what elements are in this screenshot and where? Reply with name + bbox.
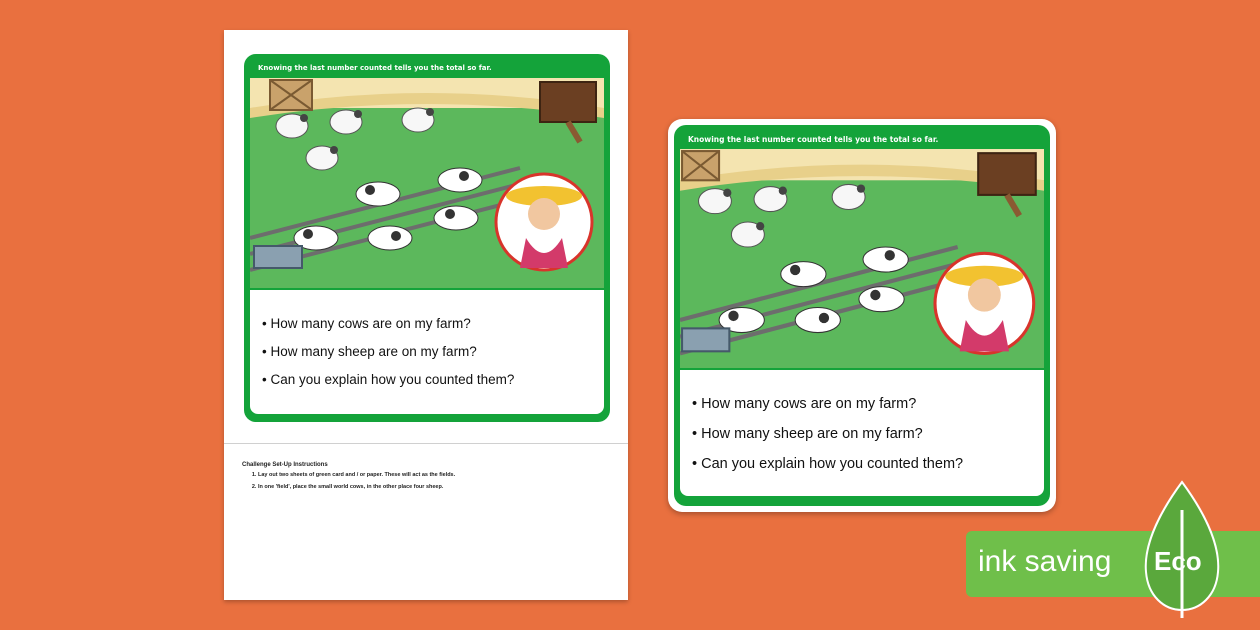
question-explain: • Can you explain how you counted them? (262, 372, 515, 387)
question-cows: • How many cows are on my farm? (692, 396, 917, 412)
farm-illustration (680, 149, 1044, 368)
card-header: Knowing the last number counted tells you the total so far. (258, 64, 492, 72)
question-sheep: • How many sheep are on my farm? (692, 426, 923, 442)
eco-label: Eco (1154, 546, 1202, 576)
challenge-card-small (244, 54, 610, 422)
challenge-card-large (674, 125, 1050, 506)
question-panel (250, 290, 604, 414)
challenge-card-preview (668, 119, 1056, 512)
worksheet-page-preview (224, 30, 628, 600)
instructions-list (242, 472, 612, 490)
ink-saving-label: ink saving (978, 545, 1112, 578)
question-cows: • How many cows are on my farm? (262, 316, 471, 331)
question-panel (680, 370, 1044, 496)
question-sheep: • How many sheep are on my farm? (262, 344, 477, 359)
question-explain: • Can you explain how you counted them? (692, 456, 964, 472)
instruction-step: 2. In one 'field', place the small world cows, in the other place four sheep. (258, 484, 612, 490)
instructions-title: Challenge Set-Up Instructions (242, 462, 328, 468)
farm-scene-graphic (250, 78, 604, 288)
farm-scene-graphic (680, 149, 1044, 368)
card-header: Knowing the last number counted tells you the total so far. (688, 135, 939, 144)
page-divider (224, 443, 628, 444)
setup-instructions (242, 462, 612, 496)
farm-illustration (250, 78, 604, 288)
instruction-step: 1. Lay out two sheets of green card and / or paper. These will act as the fields. (258, 472, 612, 478)
